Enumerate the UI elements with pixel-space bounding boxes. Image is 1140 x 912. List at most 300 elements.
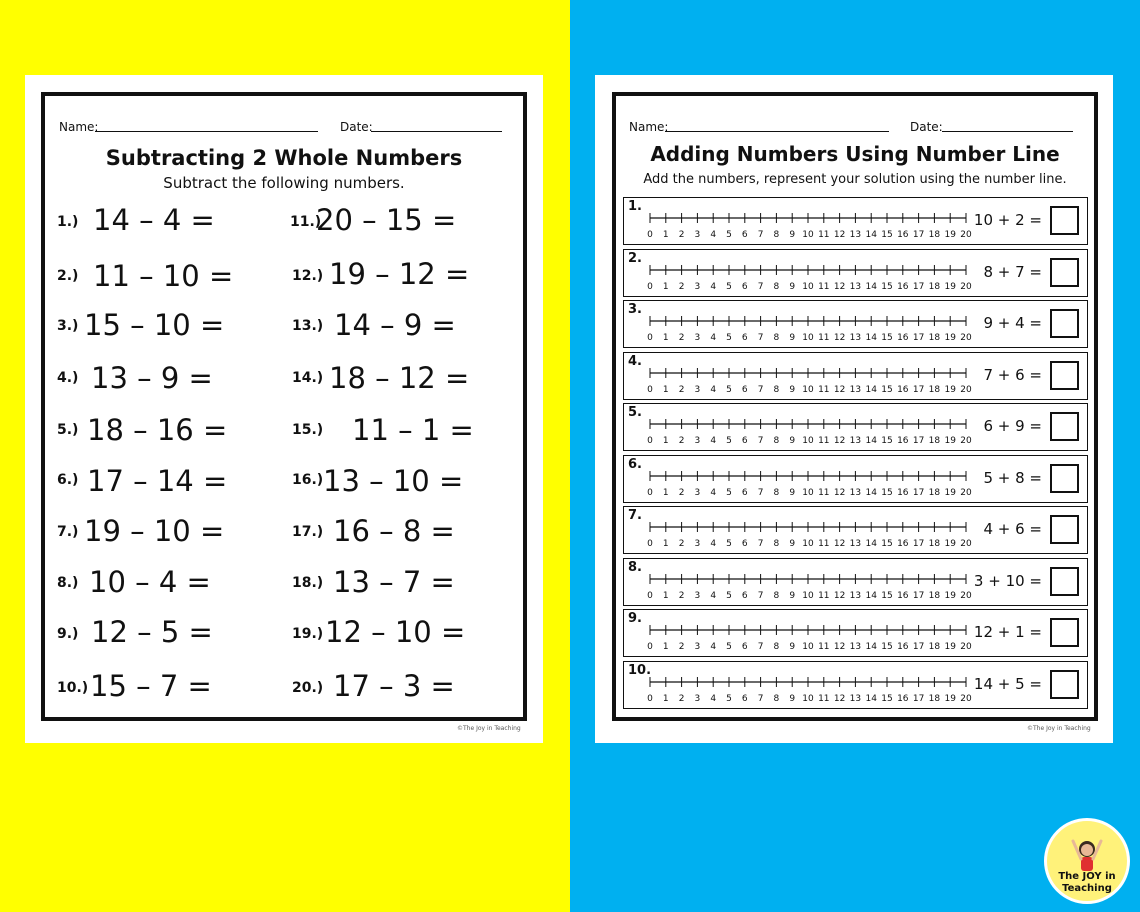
tick-label: 12 [833,384,846,395]
tick-label: 4 [710,590,717,601]
number-line-row [623,455,1088,503]
tick-label: 4 [710,539,717,549]
row-number: 8. [628,559,642,575]
tick-label: 1 [662,487,669,498]
copyright-text: ©The Joy in Teaching [1027,725,1091,732]
tick-label: 13 [849,384,862,395]
tick-label: 9 [789,693,796,704]
tick-label: 13 [849,693,862,704]
tick-label: 11 [818,590,830,601]
tick-label: 14 [865,230,877,240]
number-line-row [623,609,1088,657]
tick-label: 2 [678,487,685,498]
tick-label: 6 [741,487,748,498]
tick-label: 3 [694,539,701,549]
tick-label: 9 [789,230,796,240]
tick-label: 17 [912,436,925,446]
tick-label: 2 [678,436,685,446]
row-expression: 14 + 5 = [973,674,1042,693]
number-line-row [623,506,1088,554]
tick-label: 17 [912,230,925,240]
tick-label: 16 [897,333,909,343]
tick-label: 14 [865,590,877,601]
tick-label: 20 [960,642,972,652]
problem-expression: 10 – 4 = [89,565,211,599]
tick-label: 18 [928,693,941,704]
tick-label: 10 [802,281,814,292]
tick-label: 19 [944,230,956,240]
tick-label: 11 [818,333,830,343]
tick-label: 9 [789,436,796,446]
tick-label: 5 [726,384,732,395]
tick-label: 7 [757,487,764,498]
tick-label: 1 [662,281,669,292]
tick-label: 15 [881,590,893,601]
tick-label: 12 [833,539,846,549]
problem-number: 16.) [292,472,324,488]
tick-label: 6 [741,436,748,446]
tick-label: 18 [928,539,941,549]
tick-label: 7 [757,539,764,549]
tick-label: 12 [833,333,846,343]
tick-label: 15 [881,436,893,446]
brand-logo [1044,818,1130,904]
tick-label: 15 [881,487,893,498]
answer-box[interactable] [1050,515,1079,544]
problem-expression: 17 – 3 = [333,669,455,703]
tick-label: 19 [944,539,956,549]
number-line[interactable] [644,309,979,345]
tick-label: 12 [833,590,846,601]
tick-label: 0 [647,487,653,498]
problem-number: 10.) [57,680,89,696]
tick-label: 1 [662,230,669,240]
tick-label: 10 [802,642,814,652]
worksheet-subtitle: Add the numbers, represent your solution using the number line. [643,172,1067,187]
row-expression: 4 + 6 = [983,520,1042,538]
tick-label: 6 [741,230,748,240]
tick-label: 3 [694,693,701,704]
tick-label: 20 [960,281,972,292]
tick-label: 15 [881,384,893,395]
tick-label: 4 [710,333,717,343]
number-line[interactable] [644,258,979,294]
problem-number: 4.) [57,370,79,386]
number-line[interactable] [644,670,979,706]
tick-label: 5 [726,333,732,343]
worksheet-title: Subtracting 2 Whole Numbers [105,146,463,170]
name-label: Name: [629,120,669,134]
tick-label: 15 [881,230,893,240]
number-line[interactable] [644,515,979,551]
tick-label: 15 [881,642,893,652]
number-line-row [623,249,1088,297]
number-line[interactable] [644,412,979,448]
tick-label: 0 [647,539,653,549]
number-line[interactable] [644,618,979,654]
problem-expression: 13 – 9 = [91,361,213,395]
row-expression: 6 + 9 = [983,417,1042,435]
tick-label: 15 [881,693,893,704]
tick-label: 3 [694,281,701,292]
tick-label: 19 [944,436,956,446]
tick-label: 7 [757,693,764,704]
problem-expression: 15 – 10 = [84,308,225,342]
tick-label: 20 [960,333,972,343]
problem-number: 3.) [57,318,79,334]
tick-label: 1 [662,590,669,601]
tick-label: 11 [818,642,830,652]
problem-expression: 14 – 4 = [93,203,215,237]
tick-label: 5 [726,230,732,240]
tick-label: 13 [849,642,862,652]
tick-label: 13 [849,590,862,601]
tick-label: 0 [647,642,653,652]
tick-label: 12 [833,642,846,652]
tick-label: 7 [757,436,764,446]
tick-label: 5 [726,487,732,498]
problem-expression: 18 – 12 = [329,361,470,395]
tick-label: 8 [773,384,780,395]
tick-label: 11 [818,384,830,395]
tick-label: 8 [773,436,780,446]
tick-label: 0 [647,590,653,601]
problem-number: 8.) [57,575,79,591]
tick-label: 19 [944,590,956,601]
tick-label: 19 [944,281,956,292]
tick-label: 19 [944,384,956,395]
problem-number: 14.) [292,370,324,386]
number-line-row [623,300,1088,348]
tick-label: 10 [802,590,814,601]
tick-label: 20 [960,487,972,498]
tick-label: 3 [694,436,701,446]
tick-label: 9 [789,487,796,498]
row-expression: 9 + 4 = [983,314,1042,332]
tick-label: 16 [897,642,909,652]
date-line[interactable] [942,131,1073,132]
tick-label: 14 [865,333,877,343]
tick-label: 8 [773,539,780,549]
tick-label: 5 [726,693,732,704]
row-number: 3. [628,302,642,317]
tick-label: 19 [944,487,956,498]
tick-label: 19 [944,693,956,704]
logo-text-line1: The JOY in [1058,871,1116,882]
tick-label: 18 [928,230,941,240]
tick-label: 10 [802,539,814,549]
tick-label: 14 [865,693,877,704]
problem-expression: 12 – 5 = [91,615,213,649]
answer-box[interactable] [1050,618,1079,647]
tick-label: 13 [849,333,862,343]
tick-label: 4 [710,642,717,652]
worksheet-subtitle: Subtract the following numbers. [163,174,405,192]
tick-label: 1 [662,384,669,395]
tick-label: 12 [833,436,846,446]
number-line[interactable] [644,464,979,500]
problem-expression: 17 – 14 = [87,464,228,498]
tick-label: 5 [726,539,732,549]
number-line-row [623,197,1088,245]
tick-label: 14 [865,281,877,292]
tick-label: 12 [833,693,846,704]
tick-label: 13 [849,539,862,549]
row-number: 4. [628,353,642,369]
tick-label: 3 [694,487,701,498]
tick-label: 14 [865,487,877,498]
tick-label: 1 [662,642,669,652]
tick-label: 16 [897,693,909,704]
tick-label: 18 [928,384,941,395]
tick-label: 2 [678,539,685,549]
problem-number: 9.) [57,626,79,642]
row-number: 5. [628,405,642,420]
row-expression: 8 + 7 = [983,262,1042,281]
tick-label: 10 [802,333,814,343]
answer-box[interactable] [1050,412,1079,441]
tick-label: 12 [833,230,846,240]
tick-label: 1 [662,693,669,704]
tick-label: 10 [802,230,814,240]
tick-label: 11 [818,487,830,498]
tick-label: 9 [789,539,796,549]
tick-label: 6 [741,642,748,652]
row-expression: 3 + 10 = [973,571,1042,590]
tick-label: 2 [678,281,685,292]
tick-label: 18 [928,333,941,343]
problem-expression: 14 – 9 = [334,308,456,342]
tick-label: 18 [928,590,941,601]
number-line-row [623,352,1088,400]
tick-label: 16 [897,436,909,446]
number-line-row [623,661,1088,709]
tick-label: 20 [960,539,972,549]
tick-label: 10 [802,384,814,395]
tick-label: 0 [647,693,653,704]
tick-label: 3 [694,333,701,343]
problem-number: 13.) [292,318,324,334]
tick-label: 8 [773,333,780,343]
tick-label: 16 [897,487,909,498]
tick-label: 14 [865,642,877,652]
tick-label: 20 [960,436,972,446]
tick-label: 19 [944,642,956,652]
problem-number: 6.) [57,472,79,488]
tick-label: 3 [694,642,701,652]
problem-number: 1.) [57,214,79,230]
tick-label: 1 [662,539,669,549]
row-number: 10. [628,662,652,678]
problem-number: 20.) [292,680,324,696]
tick-label: 4 [710,281,717,292]
problem-number: 2.) [57,268,79,284]
tick-label: 1 [662,333,669,343]
tick-label: 0 [647,333,653,343]
tick-label: 4 [710,384,717,395]
tick-label: 14 [865,436,877,446]
tick-label: 4 [710,436,717,446]
tick-label: 7 [757,333,764,343]
problem-expression: 16 – 8 = [333,514,455,548]
tick-label: 12 [833,487,846,498]
problem-number: 15.) [292,422,324,438]
tick-label: 9 [789,642,796,652]
tick-label: 8 [773,693,780,704]
tick-label: 11 [818,281,830,292]
answer-box[interactable] [1050,206,1079,235]
logo-text-line2: Teaching [1062,883,1112,894]
tick-label: 2 [678,693,685,704]
tick-label: 7 [757,590,764,601]
tick-label: 10 [802,487,814,498]
tick-label: 9 [789,281,796,292]
row-number: 2. [628,250,642,266]
tick-label: 18 [928,642,941,652]
tick-label: 0 [647,281,653,292]
tick-label: 14 [865,539,877,549]
tick-label: 6 [741,333,748,343]
tick-label: 12 [833,281,846,292]
name-line[interactable] [95,131,318,132]
tick-label: 18 [928,487,941,498]
tick-label: 13 [849,281,862,292]
problem-expression: 11 – 1 = [352,413,474,447]
number-line[interactable] [644,361,979,397]
tick-label: 17 [912,693,925,704]
tick-label: 9 [789,384,796,395]
problem-number: 11.) [290,214,322,230]
tick-label: 20 [960,693,972,704]
number-line[interactable] [644,567,979,603]
tick-label: 11 [818,436,830,446]
tick-label: 13 [849,436,862,446]
problem-number: 17.) [292,524,324,540]
tick-label: 2 [678,333,685,343]
row-number: 7. [628,508,642,523]
tick-label: 6 [741,590,748,601]
tick-label: 0 [647,230,653,240]
tick-label: 16 [897,230,909,240]
tick-label: 1 [662,436,669,446]
tick-label: 16 [897,539,909,549]
tick-label: 2 [678,384,685,395]
tick-label: 9 [789,333,796,343]
tick-label: 17 [912,487,925,498]
problem-number: 12.) [292,268,324,284]
tick-label: 20 [960,590,972,601]
tick-label: 3 [694,590,701,601]
problem-number: 7.) [57,524,79,540]
tick-label: 5 [726,642,732,652]
answer-box[interactable] [1050,361,1079,390]
row-number: 6. [628,456,642,472]
tick-label: 8 [773,281,780,292]
tick-label: 16 [897,384,909,395]
tick-label: 6 [741,539,748,549]
tick-label: 4 [710,487,717,498]
row-expression: 5 + 8 = [983,468,1042,487]
problem-number: 18.) [292,575,324,591]
answer-box[interactable] [1050,258,1079,287]
tick-label: 17 [912,384,925,395]
problem-expression: 11 – 10 = [93,259,234,293]
problem-expression: 13 – 7 = [333,565,455,599]
tick-label: 5 [726,436,732,446]
problem-expression: 13 – 10 = [323,464,464,498]
problem-expression: 18 – 16 = [87,413,228,447]
answer-box[interactable] [1050,309,1079,338]
row-number: 9. [628,611,642,626]
tick-label: 20 [960,384,972,395]
tick-label: 7 [757,281,764,292]
problem-expression: 15 – 7 = [90,669,212,703]
problem-number: 5.) [57,422,79,438]
problem-number: 19.) [292,626,324,642]
tick-label: 13 [849,230,862,240]
tick-label: 18 [928,436,941,446]
name-line[interactable] [665,131,889,132]
number-line[interactable] [644,206,979,242]
tick-label: 10 [802,693,814,704]
date-label: Date: [340,120,373,134]
tick-label: 16 [897,590,909,601]
tick-label: 3 [694,230,701,240]
tick-label: 20 [960,230,972,240]
tick-label: 6 [741,693,748,704]
tick-label: 2 [678,590,685,601]
tick-label: 2 [678,642,685,652]
tick-label: 18 [928,281,941,292]
tick-label: 0 [647,436,653,446]
answer-box[interactable] [1050,464,1079,493]
tick-label: 17 [912,333,925,343]
tick-label: 11 [818,693,830,704]
worksheet-title: Adding Numbers Using Number Line [650,142,1060,166]
tick-label: 17 [912,281,925,292]
tick-label: 6 [741,384,748,395]
tick-label: 17 [912,590,925,601]
tick-label: 4 [710,693,717,704]
row-expression: 12 + 1 = [973,623,1042,641]
tick-label: 6 [741,281,748,292]
tick-label: 7 [757,230,764,240]
tick-label: 0 [647,384,653,395]
tick-label: 4 [710,230,717,240]
answer-box[interactable] [1050,670,1079,699]
problem-expression: 19 – 10 = [84,514,225,548]
copyright-text: ©The Joy in Teaching [457,725,521,732]
tick-label: 15 [881,333,893,343]
date-line[interactable] [371,131,502,132]
tick-label: 8 [773,590,780,601]
tick-label: 9 [789,590,796,601]
tick-label: 7 [757,384,764,395]
problem-expression: 20 – 15 = [316,203,457,237]
tick-label: 13 [849,487,862,498]
tick-label: 15 [881,281,893,292]
tick-label: 3 [694,384,701,395]
tick-label: 2 [678,230,685,240]
tick-label: 7 [757,642,764,652]
tick-label: 16 [897,281,909,292]
answer-box[interactable] [1050,567,1079,596]
row-expression: 10 + 2 = [973,211,1042,229]
tick-label: 11 [818,230,830,240]
number-line-row [623,403,1088,451]
tick-label: 8 [773,230,780,240]
name-label: Name: [59,120,99,134]
